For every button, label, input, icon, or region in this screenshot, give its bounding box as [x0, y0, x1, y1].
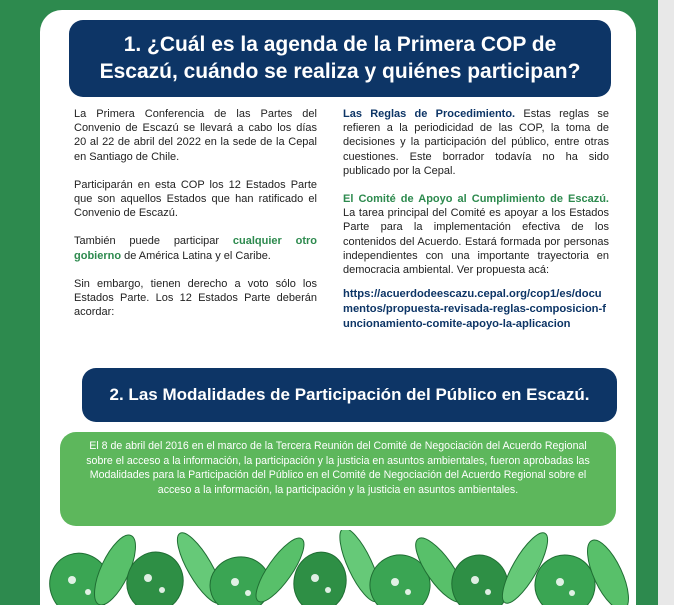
compliance-committee-body: La tarea principal del Comité es apoyar a los Estados Parte para la implementación efectiva de los contenidos del Acuerdo. Estará formada por personas independientes con una importante trayectoria en democracia ambiental. Ver propuesta acá: [343, 207, 609, 277]
right-column [343, 107, 609, 332]
proposal-link[interactable]: https://acuerdodeescazu.cepal.org/cop1/es/documentos/propuesta-revisada-reglas-composicion-funcionamiento-comite-apoyo-la-aplicacion [343, 288, 606, 331]
rules-of-procedure-paragraph [343, 107, 609, 178]
tropical-leaves-decoration [40, 530, 636, 605]
rules-of-procedure-heading: Las Reglas de Procedimiento. [343, 108, 516, 120]
left-paragraph-1: La Primera Conferencia de las Partes del Convenio de Escazú se llevará a cabo los días 20 al 22 de abril del 2022 en la sede de la Cepal en Santiago de Chile. [74, 108, 317, 163]
compliance-committee-paragraph [343, 192, 609, 277]
left-paragraph-3-start: También puede participar [74, 235, 233, 248]
document-sheet [40, 10, 636, 605]
rules-of-procedure-body: Estas reglas se refieren a la periodicidad de las COP, la toma de decisiones y la participación del público, entre otras cuestiones. Este borrador todavía no ha sido publicado por la Cepal. [343, 108, 609, 177]
section-2-title: 2. Las Modalidades de Participación del Público en Escazú. [82, 368, 617, 422]
section-1-title-line-1: 1. ¿Cuál es la agenda de la Primera COP de [123, 33, 557, 56]
section-1-title [69, 20, 611, 97]
right-edge [658, 0, 674, 605]
left-paragraph-3-end: de América Latina y el Caribe. [121, 249, 271, 262]
left-paragraph-2: Participarán en esta COP los 12 Estados Parte que son aquellos Estados que han ratificado el Convenio de Escazú. [74, 178, 317, 220]
compliance-committee-heading: El Comité de Apoyo al Cumplimiento de Escazú. [343, 193, 609, 206]
highlight-any-government: cualquier otro gobierno [74, 235, 318, 262]
left-paragraph-3 [74, 234, 317, 262]
left-paragraph-4: Sin embargo, tienen derecho a voto sólo los Estados Parte. Los 12 Estados Parte deberán acordar: [74, 277, 317, 319]
modalities-text-box: El 8 de abril del 2016 en el marco de la Tercera Reunión del Comité de Negociación del Acuerdo Regional sobre el acceso a la información, la participación y la justicia en asuntos ambientales, fueron aprobadas las Modalidades para la Participación del Público en el Comité de Negociación del Acuerdo Regional sobre el acceso a la información, la participación y la justicia en asuntos ambientales. [60, 432, 616, 526]
section-1-title-line-2: Escazú, cuándo se realiza y quiénes participan? [99, 60, 581, 83]
left-column [74, 107, 317, 333]
